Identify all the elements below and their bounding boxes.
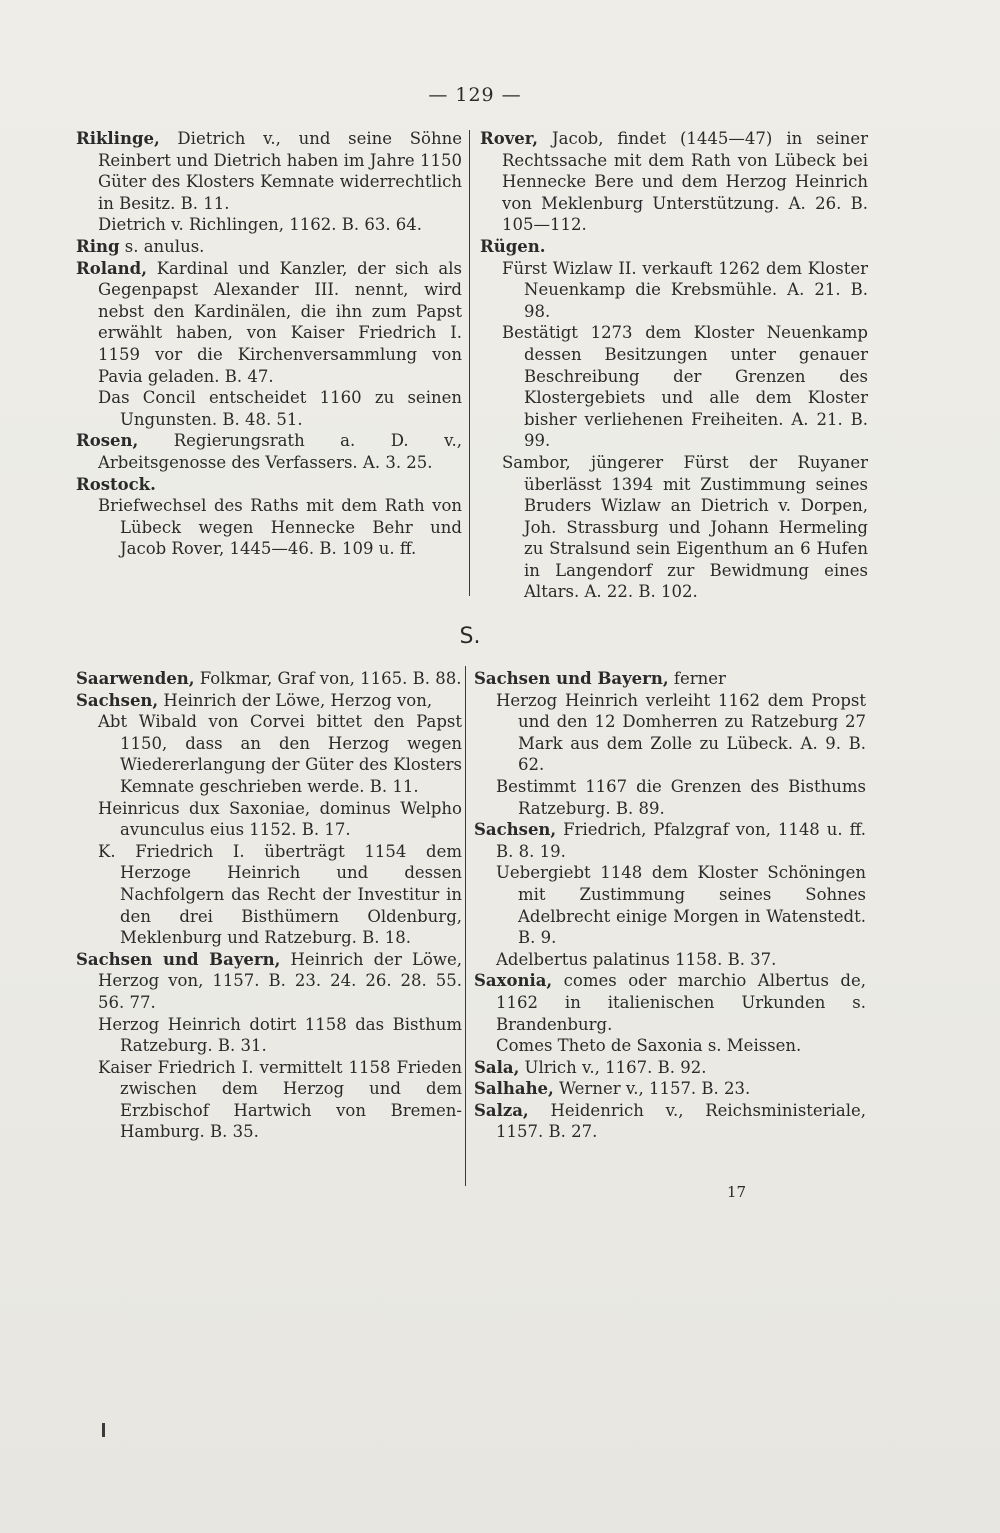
entry-text: Ulrich v., 1167. B. 92. <box>519 1057 707 1077</box>
right-column-top <box>480 128 868 603</box>
page-number: — 129 — <box>428 84 522 106</box>
entry-text: Comes Theto de Saxonia s. Meissen. <box>496 1036 802 1056</box>
index-entry <box>76 690 462 712</box>
entry-text: Heinrich der Löwe, Herzog von, 1157. B. 23. 24. 26. 28. 55. 56. 77. <box>98 949 463 1012</box>
entry-text: Heinrich der Löwe, Herzog von, <box>158 690 433 710</box>
entry-text: Folkmar, Graf von, 1165. B. 88. <box>194 669 462 688</box>
entry-headword: Saarwenden, <box>76 669 195 688</box>
entry-headword: Sachsen und Bayern, <box>474 669 669 688</box>
index-entry <box>480 128 868 236</box>
entry-headword: Rosen, <box>76 431 139 451</box>
entry-text: Werner v., 1157. B. 23. <box>553 1079 751 1099</box>
entry-headword: Sachsen und Bayern, <box>76 949 281 969</box>
index-entry <box>480 236 868 258</box>
entry-text: s. anulus. <box>119 236 205 256</box>
entry-text: Friedrich, Pfalzgraf von, 1148 u. ff. B. 8. 19. <box>496 820 866 861</box>
index-subentry <box>76 1014 462 1057</box>
entry-text: comes oder marchio Albertus de, 1162 in italienischen Urkunden s. Brandenburg. <box>496 971 866 1034</box>
entry-headword: Salza, <box>474 1100 529 1120</box>
section-heading: S. <box>459 624 481 649</box>
index-subentry <box>480 452 868 603</box>
index-subentry <box>480 322 868 452</box>
index-subentry <box>76 214 462 236</box>
index-entry <box>76 430 462 473</box>
index-entry <box>474 1057 866 1079</box>
entry-text: K. Friedrich I. überträgt 1154 dem Herzoge Heinrich und dessen Nachfolgern das Recht der Investitur in den drei Bisthümern Oldenburg, Meklenburg und Ratzeburg. B. 18. <box>98 841 462 948</box>
entry-text: Dietrich v. Richlingen, 1162. B. 63. 64. <box>98 215 423 235</box>
column-divider-bottom <box>465 666 466 1186</box>
left-column-top <box>76 128 462 560</box>
entry-text: Herzog Heinrich verleiht 1162 dem Propst und den 12 Domherren zu Ratzeburg 27 Mark aus dem Zolle zu Lübeck. A. 9. B. 62. <box>496 690 866 775</box>
index-entry <box>76 668 462 690</box>
entry-text: ferner <box>668 669 726 688</box>
index-subentry <box>76 711 462 797</box>
index-subentry <box>76 841 462 949</box>
index-subentry <box>474 690 866 776</box>
index-subentry <box>76 495 462 560</box>
entry-text: Uebergiebt 1148 dem Kloster Schöningen mit Zustimmung seines Sohnes Adelbrecht einige Morgen in Watenstedt. B. 9. <box>496 863 866 948</box>
index-entry <box>474 1078 866 1100</box>
left-column-bottom <box>76 668 462 1143</box>
entry-text: Jacob, findet (1445—47) in seiner Rechtssache mit dem Rath von Lübeck bei Hennecke Bere und dem Herzog Heinrich von Meklenburg Unterstützung. A. 26. B. 105—112. <box>502 129 868 235</box>
entry-headword: Salhahe, <box>474 1079 554 1099</box>
entry-headword: Riklinge, <box>76 129 160 148</box>
entry-text: Das Concil entscheidet 1160 zu seinen Ungunsten. B. 48. 51. <box>98 388 462 429</box>
entry-headword: Sachsen, <box>76 690 159 710</box>
index-subentry <box>76 387 462 430</box>
entry-text: Herzog Heinrich dotirt 1158 das Bisthum Ratzeburg. B. 31. <box>98 1014 462 1056</box>
index-subentry <box>76 798 462 841</box>
index-subentry <box>474 949 866 971</box>
print-mark <box>102 1423 105 1437</box>
entry-text: Kardinal und Kanzler, der sich als Gegenpapst Alexander III. nennt, wird nebst den Kardinälen, die ihn zum Papst erwählt haben, von Kaiser Friedrich I. 1159 vor die Kirchenversammlung von Pavia geladen. B. 47. <box>98 258 462 386</box>
index-entry <box>474 819 866 862</box>
right-column-bottom <box>474 668 866 1143</box>
entry-headword: Saxonia, <box>474 971 553 991</box>
entry-headword: Rover, <box>480 129 539 148</box>
entry-text: Bestimmt 1167 die Grenzen des Bisthums Ratzeburg. B. 89. <box>496 776 866 818</box>
entry-text: Heidenrich v., Reichsministeriale, 1157. B. 27. <box>496 1100 866 1142</box>
entry-text: Dietrich v., und seine Söhne Reinbert und Dietrich haben im Jahre 1150 Güter des Klosters Kemnate widerrechtlich in Besitz. B. 11. <box>98 129 462 213</box>
index-entry <box>76 949 462 1014</box>
index-entry <box>76 474 462 496</box>
index-entry <box>474 668 866 690</box>
entry-text: Adelbertus palatinus 1158. B. 37. <box>496 949 777 969</box>
index-subentry <box>474 776 866 819</box>
index-entry <box>76 258 462 388</box>
entry-text: Regierungsrath a. D. v., Arbeitsgenosse des Verfassers. A. 3. 25. <box>98 431 462 472</box>
entry-headword: Sachsen, <box>474 820 557 840</box>
entry-headword: Rügen. <box>480 236 546 256</box>
index-entry <box>76 236 462 258</box>
index-subentry <box>474 862 866 948</box>
entry-text: Heinricus dux Saxoniae, dominus Welpho avunculus eius 1152. B. 17. <box>98 798 462 840</box>
index-entry <box>76 128 462 214</box>
column-divider-top <box>469 130 470 596</box>
index-subentry <box>76 1057 462 1143</box>
index-subentry <box>480 258 868 323</box>
entry-text: Abt Wibald von Corvei bittet den Papst 1150, dass an den Herzog wegen Wiedererlangung der Güter des Klosters Kemnate geschrieben werde. B. 11. <box>98 712 462 796</box>
index-subentry <box>474 1035 866 1057</box>
index-entry <box>474 1100 866 1143</box>
entry-text: Fürst Wizlaw II. verkauft 1262 dem Kloster Neuenkamp die Krebsmühle. A. 21. B. 98. <box>502 258 868 321</box>
entry-headword: Roland, <box>76 258 147 278</box>
entry-text: Sambor, jüngerer Fürst der Ruyaner überlässt 1394 mit Zustimmung seines Bruders Wizlaw an Dietrich v. Dorpen, Joh. Strassburg und Johann Hermeling zu Stralsund sein Eigenthum an 6 Hufen in Langendorf zur Bewidmung eines Altars. A. 22. B. 102. <box>502 452 868 602</box>
entry-headword: Rostock. <box>76 474 156 494</box>
entry-headword: Ring <box>76 236 120 256</box>
index-entry <box>474 970 866 1035</box>
sheet-signature: 17 <box>727 1183 747 1201</box>
entry-text: Bestätigt 1273 dem Kloster Neuenkamp dessen Besitzungen unter genauer Beschreibung der Grenzen des Klostergebiets und alle dem Kloster bisher verliehenen Freiheiten. A. 21. B. 99. <box>502 323 868 451</box>
entry-headword: Sala, <box>474 1057 520 1077</box>
entry-text: Briefwechsel des Raths mit dem Rath von Lübeck wegen Hennecke Behr und Jacob Rover, 1445—46. B. 109 u. ff. <box>98 496 462 559</box>
entry-text: Kaiser Friedrich I. vermittelt 1158 Frieden zwischen dem Herzog und dem Erzbischof Hartwich von Bremen-Hamburg. B. 35. <box>98 1057 462 1142</box>
